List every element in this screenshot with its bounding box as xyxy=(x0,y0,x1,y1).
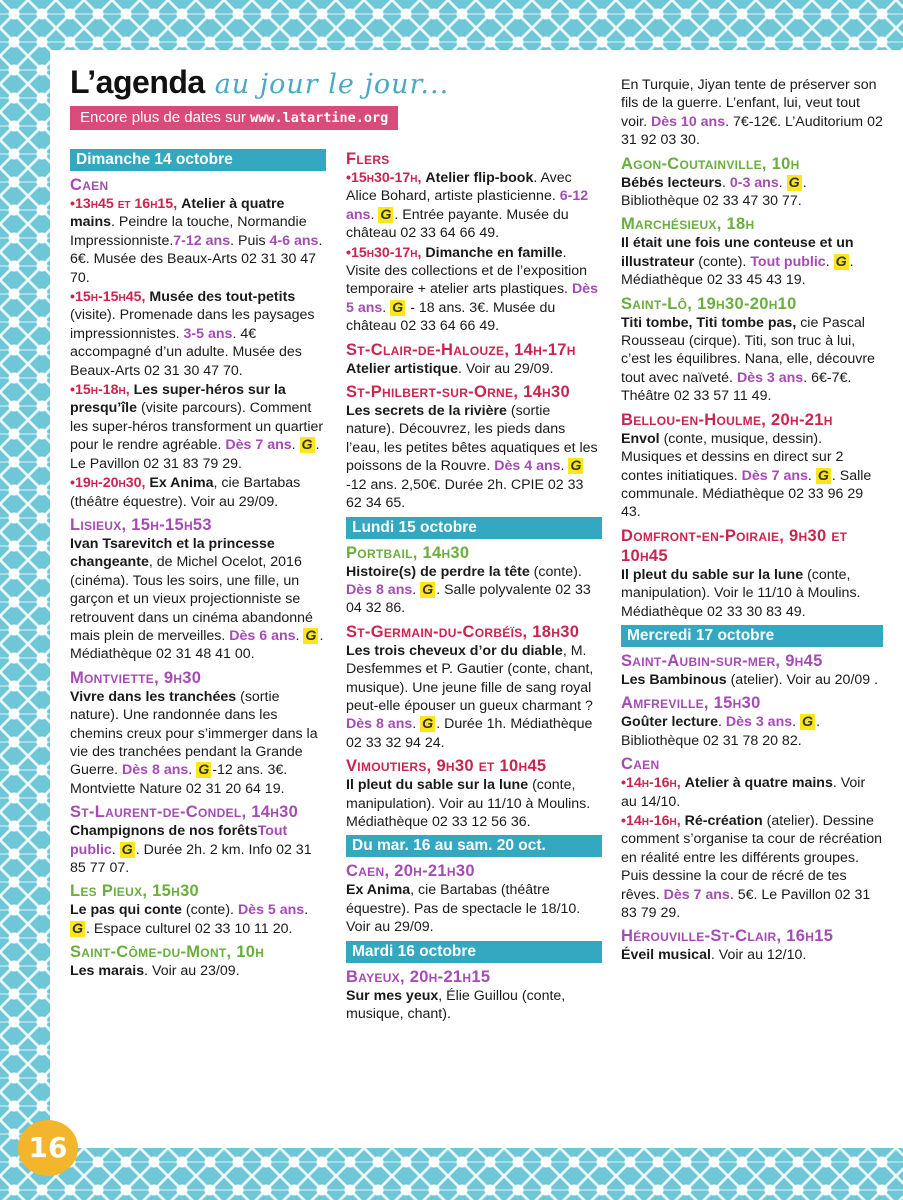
event-time: •15h-15h45, xyxy=(70,289,150,306)
event-info: . Le Pavillon 02 31 83 79 29. xyxy=(70,437,320,472)
event-age: Dès 10 ans xyxy=(650,113,726,130)
event-info: . Entrée payante. Musée du château 02 33 64 66 49. xyxy=(346,206,569,242)
day-header: Mercredi 17 octobre xyxy=(621,625,883,647)
event-title: Il pleut du sable sur la lune xyxy=(346,777,529,794)
event-entry: •15h30-17h, Dimanche en famille. Visite des collections et de l’exposition temporaire + atelier arts plastiques. Dès 5 ans. G - 18 ans. 3€. Musée du château 02 33 64 66 49. xyxy=(346,244,598,335)
city-heading: St-Laurent-de-Condel, 14h30 xyxy=(70,803,299,822)
city-heading: St-Philbert-sur-Orne, 14h30 xyxy=(346,383,570,402)
event-info: . 5€. Le Pavillon 02 31 83 79 29. xyxy=(621,886,871,921)
event-entry xyxy=(346,881,602,936)
promo-banner xyxy=(70,106,398,130)
event-title: Il pleut du sable sur la lune xyxy=(621,566,804,583)
event-info: . Durée 1h. Médiathèque 02 33 32 94 24. xyxy=(346,716,593,751)
city-heading: Saint-Côme-du-Mont, 10h xyxy=(70,943,265,962)
column-2 xyxy=(346,145,602,1024)
event-description: , de Michel Ocelot, 2016 (cinéma). Tous les soirs, une fille, un garçon et un vieux projectionniste se retrouvent dans un cinéma abandonné mais plein de merveilles. xyxy=(70,554,313,644)
event-entry: Champignons de nos forêtsTout public. G . Durée 2h. 2 km. Info 02 31 85 77 07. xyxy=(70,823,312,876)
event-time: •15h30-17h, xyxy=(346,170,426,186)
event-age: Dès 4 ans xyxy=(494,458,561,475)
city-heading: Saint-Lô, 19h30-20h10 xyxy=(621,294,797,313)
event-title: Envol xyxy=(621,430,660,447)
event-title: Éveil musical xyxy=(621,947,711,964)
event-time: •15h30-17h, xyxy=(346,244,426,261)
event-info: -12 ans. 2,50€. Durée 2h. CPIE 02 33 62 34 65. xyxy=(346,476,584,512)
event-description: cie Pascal Rousseau (cirque). Titi, son truc à lui, c’est les équilibres. Nana, elle, découvre tout avec naïveté. xyxy=(621,314,875,386)
page-number: 16 xyxy=(18,1120,78,1176)
event-description: (atelier). Voir au 20/09 . xyxy=(726,671,879,688)
event-title: Les super-héros sur la presqu’île xyxy=(70,382,286,417)
free-badge-icon: G xyxy=(788,174,800,191)
event-title: Ivan Tsarevitch et la princesse changeante xyxy=(70,535,275,571)
event-title: Atelier à quatre mains xyxy=(684,775,833,792)
agenda-subtitle: au jour le jour... xyxy=(214,69,450,100)
event-entry: Les secrets de la rivière (sortie nature). Découvrez, les pieds dans l’eau, les petites bêtes aquatiques et les poissons de la Rouvre. Dès 4 ans. G-12 ans. 2,50€. Durée 2h. CPIE 02 33 62 34 65. xyxy=(346,403,598,512)
event-description: . Voir au 14/10. xyxy=(621,775,866,810)
event-title: Ex Anima xyxy=(149,475,214,492)
event-description: (atelier). Dessine comment s’organise ta cour de récréation en réalité entre les différents groupes. Puis dessine la cour de récré de tes rêves. xyxy=(621,812,883,903)
free-badge-icon: G xyxy=(305,627,317,644)
column-3 xyxy=(621,76,883,966)
city-heading: Caen xyxy=(621,755,660,774)
event-info: . Médiathèque 02 31 48 41 00. xyxy=(70,627,324,663)
event-description: (visite). Promenade dans les paysages impressionnistes. xyxy=(70,307,315,342)
event-description: , Élie Guillou (conte, musique, chant). xyxy=(346,987,566,1022)
city-heading: Agon-Coutainville, 10h xyxy=(621,154,800,173)
city-heading: Portbail, 14h30 xyxy=(346,543,470,562)
event-info: . Durée 2h. 2 km. Info 02 31 85 77 07. xyxy=(70,841,312,876)
event-entry: •15h30-17h, Atelier flip-book. Avec Alice Bohard, artiste plasticienne. 6-12 ans. G . Entrée payante. Musée du château 02 33 64 66 49. xyxy=(346,170,589,242)
event-title: Sur mes yeux xyxy=(346,987,439,1004)
event-title: Atelier artistique xyxy=(346,360,458,377)
event-entry xyxy=(621,812,883,922)
event-entry xyxy=(346,776,602,831)
event-entry xyxy=(346,987,602,1024)
event-title: Vivre dans les tranchées xyxy=(70,688,237,705)
event-info: . Médiathèque 02 33 45 43 19. xyxy=(621,253,854,289)
event-description: (conte). xyxy=(529,563,582,580)
event-entry: Vivre dans les tranchées (sortie nature). Une randonnée dans les chemins creux pour s’immerger dans la vie des tranchées pendant la Grande Guerre. Dès 8 ans. G -12 ans. 3€. Montviette Nature 02 31 20 64 19. xyxy=(70,688,318,797)
event-description: (conte, manipulation). Voir le 11/10 à Moulins. Médiathèque 02 33 30 83 49. xyxy=(621,566,861,620)
event-entry xyxy=(70,195,326,287)
event-info: . Salle communale. Médiathèque 02 33 96 29 43. xyxy=(621,467,872,521)
event-age: Dès 5 ans xyxy=(346,281,598,316)
event-description: . Peindre la touche, Normandie Impressionniste. xyxy=(70,214,307,249)
city-heading: Marchésieux, 18h xyxy=(621,215,755,234)
page-title xyxy=(70,64,449,104)
free-badge-icon: G xyxy=(802,714,814,731)
free-badge-icon: G xyxy=(380,206,392,223)
event-info: -12 ans. 3€. Montviette Nature 02 31 20 64 19. xyxy=(70,762,288,797)
city-heading: Caen xyxy=(70,176,109,194)
event-description: (conte, manipulation). Voir au 11/10 à Moulins. Médiathèque 02 33 12 56 36. xyxy=(346,777,591,830)
city-heading: Lisieux, 15h-15h53 xyxy=(70,515,212,534)
event-age: 0-3 ans xyxy=(729,174,779,191)
event-description: . Puis xyxy=(230,232,270,249)
day-header: Du mar. 16 au sam. 20 oct. xyxy=(346,835,602,857)
event-title: Le pas qui conte xyxy=(70,902,182,919)
free-badge-icon: G xyxy=(817,467,829,484)
event-age: 6-12 ans xyxy=(346,188,589,223)
event-description: (visite parcours). Comment les super-héros transforment un quartier pour le rendre agréable. xyxy=(70,400,324,454)
free-badge-icon: G xyxy=(301,437,313,454)
city-heading: Hérouville-St-Clair, 16h15 xyxy=(621,927,834,946)
event-description: , cie Bartabas (théâtre équestre). Pas de spectacle le 18/10. Voir au 29/09. xyxy=(346,882,581,936)
event-entry xyxy=(70,962,326,980)
free-badge-icon: G xyxy=(422,716,434,733)
event-info: . Espace culturel 02 33 10 11 20. xyxy=(86,920,293,937)
event-age: Dès 3 ans xyxy=(736,369,804,386)
event-description: . Visite des collections et de l’exposition temporaire + atelier arts plastiques. xyxy=(346,244,588,298)
promo-text: Encore plus de dates sur xyxy=(80,109,246,126)
event-entry xyxy=(70,288,326,380)
event-title: Champignons de nos forêts xyxy=(70,823,258,840)
event-info: - 18 ans. 3€. Musée du château 02 33 64 66 49. xyxy=(346,299,556,335)
event-title: Les Bambinous xyxy=(621,671,727,688)
city-heading: Domfront-en-Poiraie, 9h30 et 10h45 xyxy=(621,526,848,565)
event-entry xyxy=(621,566,883,621)
event-info: . Bibliothèque 02 31 78 20 82. xyxy=(621,714,821,749)
event-time: •13h45 et 16h15, xyxy=(70,196,182,212)
event-info: . Bibliothèque 02 33 47 30 77. xyxy=(621,174,807,210)
event-title: Les secrets de la rivière xyxy=(346,403,507,420)
event-title: Ex Anima xyxy=(346,882,411,899)
city-heading: Les Pieux, 15h30 xyxy=(70,882,200,901)
day-header: Mardi 16 octobre xyxy=(346,941,602,963)
city-heading: Montviette, 9h30 xyxy=(70,668,202,687)
free-badge-icon: G xyxy=(72,920,84,937)
event-entry xyxy=(621,774,883,811)
event-entry: Le pas qui conte (conte). Dès 5 ans. G . Espace culturel 02 33 10 11 20. xyxy=(70,902,309,937)
event-age: 7-12 ans xyxy=(173,232,231,249)
event-info: . 7€-12€. L’Auditorium 02 31 92 03 30. xyxy=(621,113,883,149)
event-description: . Avec Alice Bohard, artiste plasticienne. xyxy=(346,170,572,205)
column-1 xyxy=(70,145,326,982)
event-title: Bébés lecteurs xyxy=(621,174,722,191)
promo-link[interactable]: www.latartine.org xyxy=(250,110,389,126)
city-heading: St-Germain-du-Corbéïs, 18h30 xyxy=(346,622,580,641)
event-title: Il était une fois une conteuse et un illustrateur xyxy=(621,235,854,270)
event-age: Dès 3 ans xyxy=(725,714,793,731)
free-badge-icon: G xyxy=(422,581,434,598)
event-title: Goûter lecture xyxy=(621,714,718,731)
event-title: Dimanche en famille xyxy=(425,244,563,261)
event-entry: Ivan Tsarevitch et la princesse changeante, de Michel Ocelot, 2016 (cinéma). Tous les soirs, une fille, un garçon et un vieux projectionniste se retrouvent dans un cinéma abandonné mais plein de merveilles. Dès 6 ans. G . Médiathèque 02 31 48 41 00. xyxy=(70,535,324,663)
agenda-page xyxy=(50,50,903,1148)
city-heading: Vimoutiers, 9h30 et 10h45 xyxy=(346,757,547,776)
city-heading: Caen, 20h-21h30 xyxy=(346,862,475,881)
event-description: (sortie nature). Une randonnée dans les chemins creux pour s’immerger dans la vie des tranchées pendant la Grande Guerre. xyxy=(70,688,318,779)
agenda-title: L’agenda xyxy=(70,64,205,100)
free-badge-icon: G xyxy=(198,762,210,779)
free-badge-icon: G xyxy=(570,458,582,475)
event-title: Ré-création xyxy=(684,812,763,829)
event-age: Dès 7 ans xyxy=(741,467,808,484)
event-description: (conte, musique, dessin). Musiques et dessins en direct sur 2 contes initiatiques. xyxy=(621,430,844,484)
event-entry: Goûter lecture. Dès 3 ans. G . Bibliothèque 02 31 78 20 82. xyxy=(621,714,821,749)
event-description: (sortie nature). Découvrez, les pieds dans l’eau, les petites bêtes aquatiques et les poissons de la Rouvre. xyxy=(346,403,598,475)
event-age: 3-5 ans xyxy=(183,325,233,342)
event-entry xyxy=(621,76,883,150)
event-time: •15h-18h, xyxy=(70,382,134,399)
event-title: Les trois cheveux d’or du diable xyxy=(346,642,563,659)
city-heading: Bayeux, 20h-21h15 xyxy=(346,967,491,986)
event-title: Histoire(s) de perdre la tête xyxy=(346,563,530,580)
event-description: . Voir au 12/10. xyxy=(710,947,807,964)
event-description: . Voir au 23/09. xyxy=(144,963,240,980)
city-heading: Saint-Aubin-sur-mer, 9h45 xyxy=(621,651,823,670)
event-entry: Histoire(s) de perdre la tête (conte). Dès 8 ans. G . Salle polyvalente 02 33 04 32 86. xyxy=(346,563,591,617)
event-title: Musée des tout-petits xyxy=(149,289,296,306)
event-time: •19h-20h30, xyxy=(70,475,150,492)
event-description: (conte). xyxy=(181,902,238,919)
event-description: . xyxy=(721,174,730,191)
event-entry: •15h-18h, Les super-héros sur la presqu’île (visite parcours). Comment les super-héros transforment un quartier pour le rendre agréable. Dès 7 ans. G . Le Pavillon 02 31 83 79 29. xyxy=(70,382,324,472)
event-age: Tout public xyxy=(750,253,826,270)
day-header: Lundi 15 octobre xyxy=(346,517,602,539)
event-title: Les marais xyxy=(70,963,145,980)
event-title: Atelier flip-book xyxy=(425,170,534,186)
day-header: Dimanche 14 octobre xyxy=(70,149,326,171)
event-entry: Bébés lecteurs. 0-3 ans. G . Bibliothèque 02 33 47 30 77. xyxy=(621,174,807,210)
free-badge-icon: G xyxy=(121,841,133,858)
free-badge-icon: G xyxy=(835,253,847,270)
event-age: Dès 8 ans xyxy=(122,762,189,779)
event-entry xyxy=(621,671,883,689)
city-heading: Flers xyxy=(346,150,390,168)
event-info: . 6€. Musée des Beaux-Arts 02 31 30 47 70. xyxy=(70,232,323,286)
event-age: Dès 8 ans xyxy=(346,581,413,598)
event-title: Atelier à quatre mains xyxy=(70,196,285,231)
event-entry: Il était une fois une conteuse et un illustrateur (conte). Tout public. G . Médiathèque 02 33 45 43 19. xyxy=(621,235,854,289)
event-age: Dès 6 ans xyxy=(229,627,296,644)
event-entry: Envol (conte, musique, dessin). Musiques et dessins en direct sur 2 contes initiatiques. Dès 7 ans. G . Salle communale. Médiathèque 02 33 96 29 43. xyxy=(621,430,872,521)
event-title: Titi tombe, Titi tombe pas, xyxy=(621,314,797,331)
event-time: •14h-16h, xyxy=(621,775,685,792)
event-age: Tout public xyxy=(70,823,288,858)
event-age: Dès 5 ans xyxy=(237,902,305,919)
event-info: . 4€ accompagné d’un adulte. Musée des Beaux-Arts 02 31 30 47 70. xyxy=(70,325,302,379)
event-entry xyxy=(621,946,883,964)
event-entry xyxy=(70,474,326,511)
event-age: Dès 7 ans xyxy=(225,437,292,454)
event-entry xyxy=(621,314,883,406)
event-entry: Les trois cheveux d’or du diable, M. Desfemmes et P. Gautier (conte, chant, musique). Une jeune fille de sang royal peut-elle épouser un gueux charmant ? Dès 8 ans. G . Durée 1h. Médiathèque 02 33 32 94 24. xyxy=(346,642,594,751)
event-description: , M. Desfemmes et P. Gautier (conte, chant, musique). Une jeune fille de sang royal peut-elle épouser un gueux charmant ? xyxy=(346,642,594,714)
event-info: . Salle polyvalente 02 33 04 32 86. xyxy=(346,581,591,617)
city-heading: Amfreville, 15h30 xyxy=(621,694,761,713)
event-description: , cie Bartabas (théâtre équestre). Voir au 29/09. xyxy=(70,475,301,510)
event-info: . 6€-7€. Théâtre 02 33 57 11 49. xyxy=(621,369,852,405)
city-heading: Bellou-en-Houlme, 20h-21h xyxy=(621,410,833,429)
event-description: (conte). xyxy=(694,253,751,270)
event-age: Dès 8 ans xyxy=(346,716,413,733)
event-description: En Turquie, Jiyan tente de préserver son fils de la guerre. L’enfant, lui, veut tout voir. xyxy=(621,77,877,130)
event-time: •14h-16h, xyxy=(621,812,685,829)
event-age: 4-6 ans xyxy=(269,232,319,249)
free-badge-icon: G xyxy=(392,299,404,316)
event-description: . Voir au 29/09. xyxy=(457,360,554,377)
event-description: . xyxy=(717,714,726,731)
city-heading: St-Clair-de-Halouze, 14h-17h xyxy=(346,340,576,359)
event-entry xyxy=(346,360,602,378)
event-age: Dès 7 ans xyxy=(663,886,730,903)
